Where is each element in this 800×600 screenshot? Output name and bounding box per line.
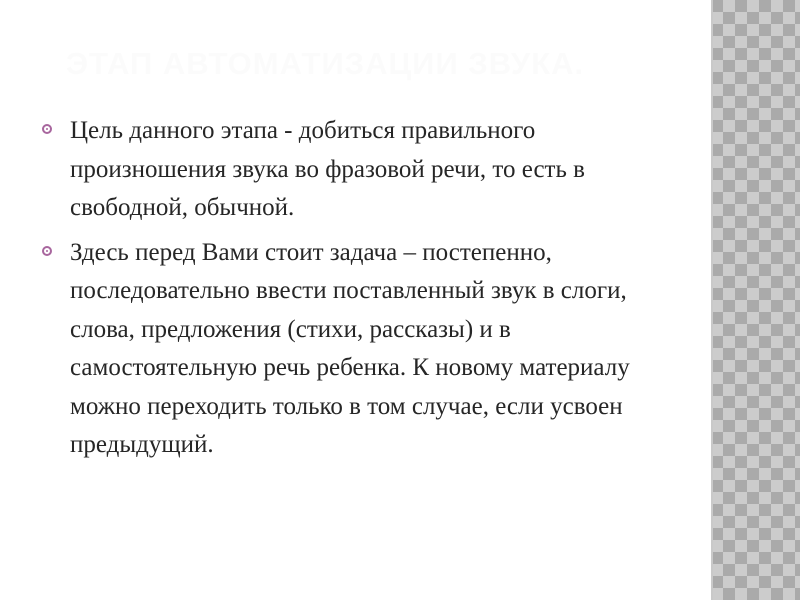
decorative-pattern-strip <box>711 0 800 600</box>
bullet-item <box>34 112 684 228</box>
circle-bullet-icon <box>42 124 52 134</box>
bullet-item <box>34 234 684 465</box>
circle-bullet-icon <box>42 246 52 256</box>
pattern-strip-edge <box>711 0 713 600</box>
slide-title: ЭТАП АВТОМАТИЗАЦИИ ЗВУКА. <box>66 46 585 81</box>
bullet-text: Здесь перед Вами стоит задача – постепенно, последовательно ввести поставленный звук в слоги, слова, предложения (стихи, рассказы) и в самостоятельную речь ребенка. К новому материалу можно переходить только в том случае, если усвоен предыдущий. <box>70 238 630 458</box>
bullet-list <box>34 112 684 471</box>
bullet-text: Цель данного этапа - добиться правильного произношения звука во фразовой речи, то есть в свободной, обычной. <box>70 117 585 221</box>
